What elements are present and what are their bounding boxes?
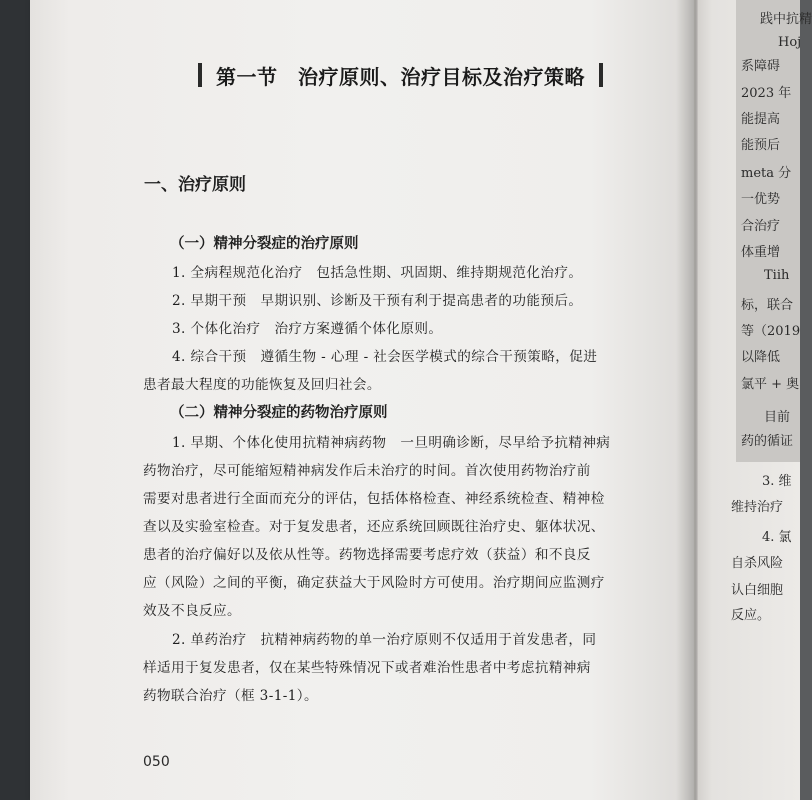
paragraph-line: 患者最大程度的功能恢复及回归社会。 — [143, 377, 381, 393]
title-left-bar — [198, 63, 202, 87]
right-page-line: 能预后 — [741, 138, 781, 153]
right-page-line: 4. 氯 — [762, 530, 792, 545]
page-gutter-shadow — [676, 0, 698, 800]
paragraph-line: 需要对患者进行全面而充分的评估，包括体格检查、神经系统检查、精神检 — [143, 491, 605, 507]
right-page-line: Tiih — [764, 268, 790, 283]
section-title-text: 第一节 治疗原则、治疗目标及治疗策略 — [216, 64, 585, 89]
paragraph-line: 药物联合治疗（框 3-1-1）。 — [143, 688, 318, 704]
right-page-line: 体重增 — [741, 245, 781, 260]
subheading-drug-principles: （二）精神分裂症的药物治疗原则 — [170, 405, 388, 421]
right-page-line: 氯平 + 奥 — [741, 377, 800, 392]
right-page-line: 系障碍 — [741, 59, 781, 74]
paragraph-line: 样适用于复发患者，仅在某些特殊情况下或者难治性患者中考虑抗精神病 — [143, 660, 591, 676]
right-page-line: 药的循证 — [741, 434, 794, 449]
title-right-bar — [599, 63, 603, 87]
right-page-line: 标，联合 — [741, 298, 794, 313]
right-page-line: 能提高 — [741, 112, 781, 127]
right-page-line: 自杀风险 — [731, 556, 784, 571]
paragraph-line: 1. 早期、个体化使用抗精神病药物 一旦明确诊断，尽早给予抗精神病 — [172, 435, 611, 451]
paragraph-line: 4. 综合干预 遵循生物 - 心理 - 社会医学模式的综合干预策略，促进 — [172, 349, 598, 365]
right-page-line: 维持治疗 — [731, 500, 784, 515]
paragraph-line: 患者的治疗偏好以及依从性等。药物选择需要考虑疗效（获益）和不良反 — [143, 547, 591, 563]
paragraph-line: 1. 全病程规范化治疗 包括急性期、巩固期、维持期规范化治疗。 — [172, 265, 583, 281]
right-page-line: 以降低 — [741, 350, 781, 365]
right-page-line: 反应。 — [731, 608, 771, 623]
right-page-line: 目前 — [764, 410, 791, 425]
right-page-line: 3. 维 — [762, 474, 792, 489]
paragraph-line: 2. 早期干预 早期识别、诊断及干预有利于提高患者的功能预后。 — [172, 293, 583, 309]
section-title — [198, 58, 610, 92]
paragraph-line: 效及不良反应。 — [143, 603, 241, 619]
heading-treatment-principles: 一、治疗原则 — [144, 175, 246, 195]
page-number: 050 — [143, 754, 170, 770]
right-page-line: 合治疗 — [741, 219, 781, 234]
paragraph-line: 查以及实验室检查。对于复发患者，还应系统回顾既往治疗史、躯体状况、 — [143, 519, 605, 535]
paragraph-line: 2. 单药治疗 抗精神病药物的单一治疗原则不仅适用于首发患者，同 — [172, 632, 597, 648]
book-cover-edge — [0, 0, 30, 800]
right-page-line: 认白细胞 — [731, 583, 784, 598]
right-page-line: 等（2019 — [741, 324, 801, 339]
right-page-line: 一优势 — [741, 192, 781, 207]
paragraph-line: 应（风险）之间的平衡，确定获益大于风险时方可使用。治疗期间应监测疗 — [143, 575, 605, 591]
right-page-line: Hoj — [778, 35, 802, 50]
left-page — [30, 0, 694, 800]
paragraph-line: 药物治疗，尽可能缩短精神病发作后未治疗的时间。首次使用药物治疗前 — [143, 463, 591, 479]
right-page-line: meta 分 — [741, 166, 792, 181]
paragraph-line: 3. 个体化治疗 治疗方案遵循个体化原则。 — [172, 321, 443, 337]
right-page-line: 2023 年 — [741, 86, 792, 101]
right-page-line: 践中抗精 — [760, 12, 812, 27]
subheading-schizophrenia-principles: （一）精神分裂症的治疗原则 — [170, 236, 359, 252]
